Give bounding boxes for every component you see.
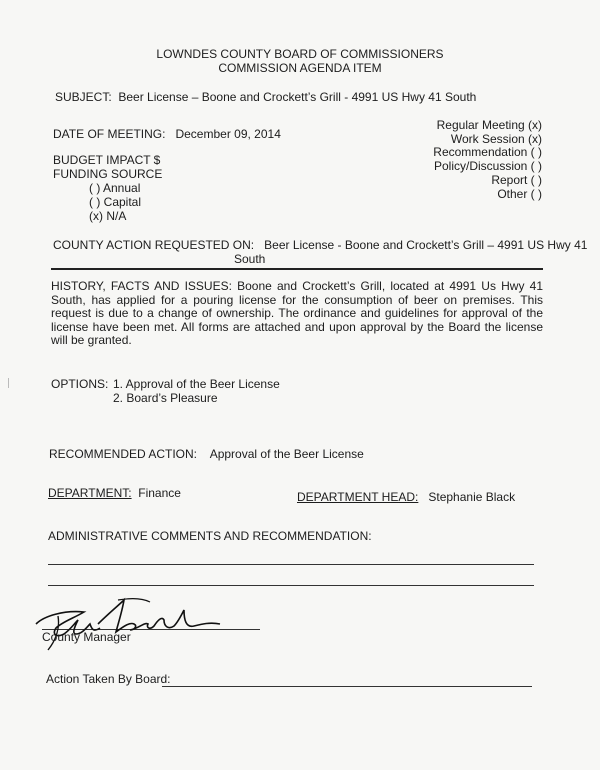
admin-comments-line-2[interactable] — [48, 585, 534, 586]
department-label: DEPARTMENT: — [48, 486, 132, 500]
header-line-2: COMMISSION AGENDA ITEM — [218, 61, 382, 75]
board-action-line[interactable] — [162, 686, 532, 687]
county-action-label: COUNTY ACTION REQUESTED ON: — [53, 238, 255, 252]
department-row — [48, 486, 181, 500]
department-head-label: DEPARTMENT HEAD: — [297, 490, 419, 504]
department-head-value: Stephanie Black — [428, 490, 516, 504]
funding-option-capital: ( ) Capital — [89, 195, 142, 209]
county-action-row — [53, 238, 587, 252]
county-action-value-cont: South — [234, 252, 266, 266]
meeting-type-report: Report ( ) — [491, 172, 542, 187]
options-label: OPTIONS: — [51, 377, 109, 391]
option-2: 2. Board’s Pleasure — [113, 391, 218, 405]
subject-label: SUBJECT: — [55, 90, 112, 104]
funding-option-na: (x) N/A — [89, 209, 127, 223]
county-action-value: Beer License - Boone and Crockett’s Grill – 4991 US Hwy 41 — [264, 238, 588, 252]
meeting-type-regular: Regular Meeting (x) — [436, 118, 542, 132]
admin-comments-line-1[interactable] — [48, 564, 534, 565]
meeting-type-work-session: Work Session (x) — [450, 131, 542, 146]
recommended-action-label: RECOMMENDED ACTION: — [49, 447, 198, 461]
meeting-type-list — [420, 119, 542, 201]
recommended-action-value: Approval of the Beer License — [209, 447, 364, 461]
meeting-date-label: DATE OF MEETING: — [53, 127, 166, 141]
meeting-date-row — [53, 127, 281, 141]
signature-image — [34, 594, 224, 654]
recommended-action-row — [49, 447, 364, 461]
meeting-date-value: December 09, 2014 — [175, 127, 281, 141]
meeting-type-other: Other ( ) — [497, 186, 542, 201]
subject-value: Beer License – Boone and Crockett’s Grill - 4991 US Hwy 41 South — [118, 90, 477, 104]
county-manager-label: County Manager — [42, 630, 131, 644]
meeting-type-recommendation: Recommendation ( ) — [433, 145, 542, 160]
department-head-row — [297, 490, 515, 504]
budget-impact-label: BUDGET IMPACT $ — [53, 153, 161, 167]
funding-source-label: FUNDING SOURCE — [53, 167, 163, 181]
section-divider — [51, 268, 543, 270]
department-value: Finance — [138, 486, 181, 500]
history-facts-issues: HISTORY, FACTS AND ISSUES: Boone and Crockett’s Grill, located at 4991 Us Hwy 41 South, has applied for a pouring license for the consumption of beer on premises. This request is due to a change of ownership. The ordinance and guidelines for approval of the license have been met. All forms are attached and upon approval by the Board the license will be granted. — [51, 279, 543, 348]
subject-row — [55, 90, 476, 104]
board-action-label: Action Taken By Board: — [46, 672, 171, 686]
admin-comments-label: ADMINISTRATIVE COMMENTS AND RECOMMENDATION: — [48, 529, 372, 543]
meeting-type-policy: Policy/Discussion ( ) — [433, 159, 542, 174]
header-line-1: LOWNDES COUNTY BOARD OF COMMISSIONERS — [156, 47, 444, 61]
scan-artifact — [8, 378, 9, 388]
funding-option-annual: ( ) Annual — [89, 181, 141, 195]
option-1: 1. Approval of the Beer License — [113, 377, 280, 391]
